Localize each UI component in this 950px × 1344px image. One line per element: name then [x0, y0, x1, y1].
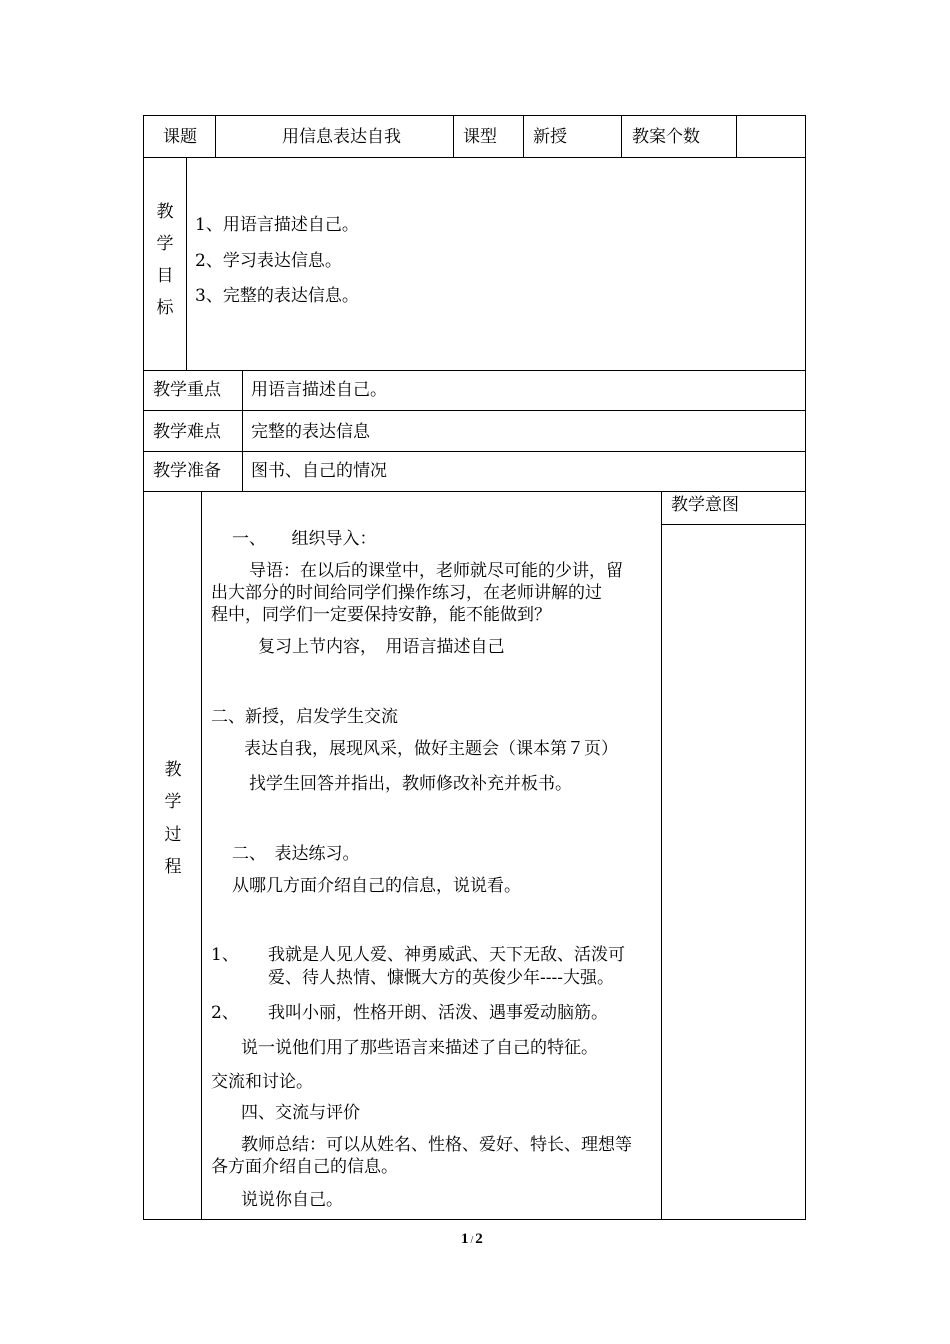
- process-line: 说一说他们用了那些语言来描述了自己的特征。: [241, 1038, 598, 1058]
- objectives-label-char: 学: [156, 234, 174, 254]
- process-line: 我叫小丽，性格开朗、活泼、遇事爱动脑筋。: [268, 1003, 608, 1023]
- col-divider: [736, 115, 737, 157]
- process-line: 四、交流与评价: [241, 1103, 360, 1123]
- process-label-char: 教: [164, 760, 182, 780]
- objectives-label-char: 目: [156, 266, 174, 286]
- difficulty-label: 教学难点: [153, 422, 221, 442]
- preparation-label: 教学准备: [153, 461, 221, 481]
- process-line: 交流和讨论。: [211, 1072, 313, 1092]
- process-line: 爱、待人热情、慷慨大方的英俊少年----大强。: [268, 968, 614, 988]
- process-line: 找学生回答并指出，教师修改补充并板书。: [249, 774, 572, 794]
- objectives-label-char: 标: [156, 298, 174, 318]
- process-line: 教师总结：可以从姓名、性格、爱好、特长、理想等: [241, 1135, 632, 1155]
- objective-item: 3、完整的表达信息。: [195, 286, 359, 306]
- objective-item: 2、学习表达信息。: [195, 251, 342, 271]
- difficulty-value: 完整的表达信息: [251, 422, 370, 442]
- col-divider: [523, 115, 524, 157]
- col-divider: [453, 115, 454, 157]
- page-number: [461, 1228, 483, 1248]
- process-line: 程中，同学们一定要保持安静，能不能做到？: [211, 605, 551, 625]
- intent-header-divider: [661, 524, 806, 525]
- table-border-top: [143, 115, 806, 116]
- row-divider: [143, 157, 806, 158]
- topic-label: 课题: [163, 127, 197, 147]
- page-total: 2: [475, 1231, 483, 1247]
- topic-value: 用信息表达自我: [282, 127, 401, 147]
- type-value: 新授: [533, 127, 567, 147]
- table-border-bottom: [143, 1219, 806, 1220]
- key-point-label: 教学重点: [153, 380, 221, 400]
- process-line: 各方面介绍自己的信息。: [211, 1157, 398, 1177]
- process-line: 我就是人见人爱、神勇威武、天下无敌、活泼可: [268, 945, 625, 965]
- list-number: 2、: [211, 1003, 239, 1023]
- process-line: 表达自我，展现风采，做好主题会（课本第７页）: [244, 739, 618, 759]
- process-label-char: 程: [164, 857, 182, 877]
- intent-label: 教学意图: [671, 495, 739, 515]
- col-divider: [621, 115, 622, 157]
- objective-item: 1、用语言描述自己。: [195, 215, 359, 235]
- col-divider: [186, 157, 187, 370]
- col-divider: [201, 491, 202, 1219]
- col-divider: [215, 115, 216, 157]
- process-line: 从哪几方面介绍自己的信息，说说看。: [232, 876, 521, 896]
- preparation-value: 图书、自己的情况: [251, 461, 387, 481]
- col-divider: [242, 370, 243, 491]
- type-label: 课型: [463, 127, 497, 147]
- count-label: 教案个数: [632, 127, 700, 147]
- key-point-value: 用语言描述自己。: [251, 380, 387, 400]
- process-line: 二、 表达练习。: [232, 844, 360, 864]
- process-line: 出大部分的时间给同学们操作练习，在老师讲解的过: [211, 583, 602, 603]
- page-separator: /: [470, 1235, 474, 1246]
- objectives-label-char: 教: [156, 202, 174, 222]
- process-line: 复习上节内容， 用语言描述自己: [258, 637, 505, 657]
- process-label-char: 过: [164, 825, 182, 845]
- process-label-char: 学: [164, 792, 182, 812]
- table-border-right: [805, 115, 806, 1220]
- table-border-left: [143, 115, 144, 1220]
- col-divider: [661, 491, 662, 1219]
- process-line: 导语：在以后的课堂中，老师就尽可能的少讲，留: [249, 561, 623, 581]
- process-line: 一、 组织导入：: [232, 529, 377, 549]
- row-divider: [143, 491, 806, 492]
- process-line: 说说你自己。: [241, 1190, 343, 1210]
- page-current: 1: [461, 1231, 469, 1247]
- process-line: 二、新授，启发学生交流: [211, 707, 398, 727]
- list-number: 1、: [211, 945, 239, 965]
